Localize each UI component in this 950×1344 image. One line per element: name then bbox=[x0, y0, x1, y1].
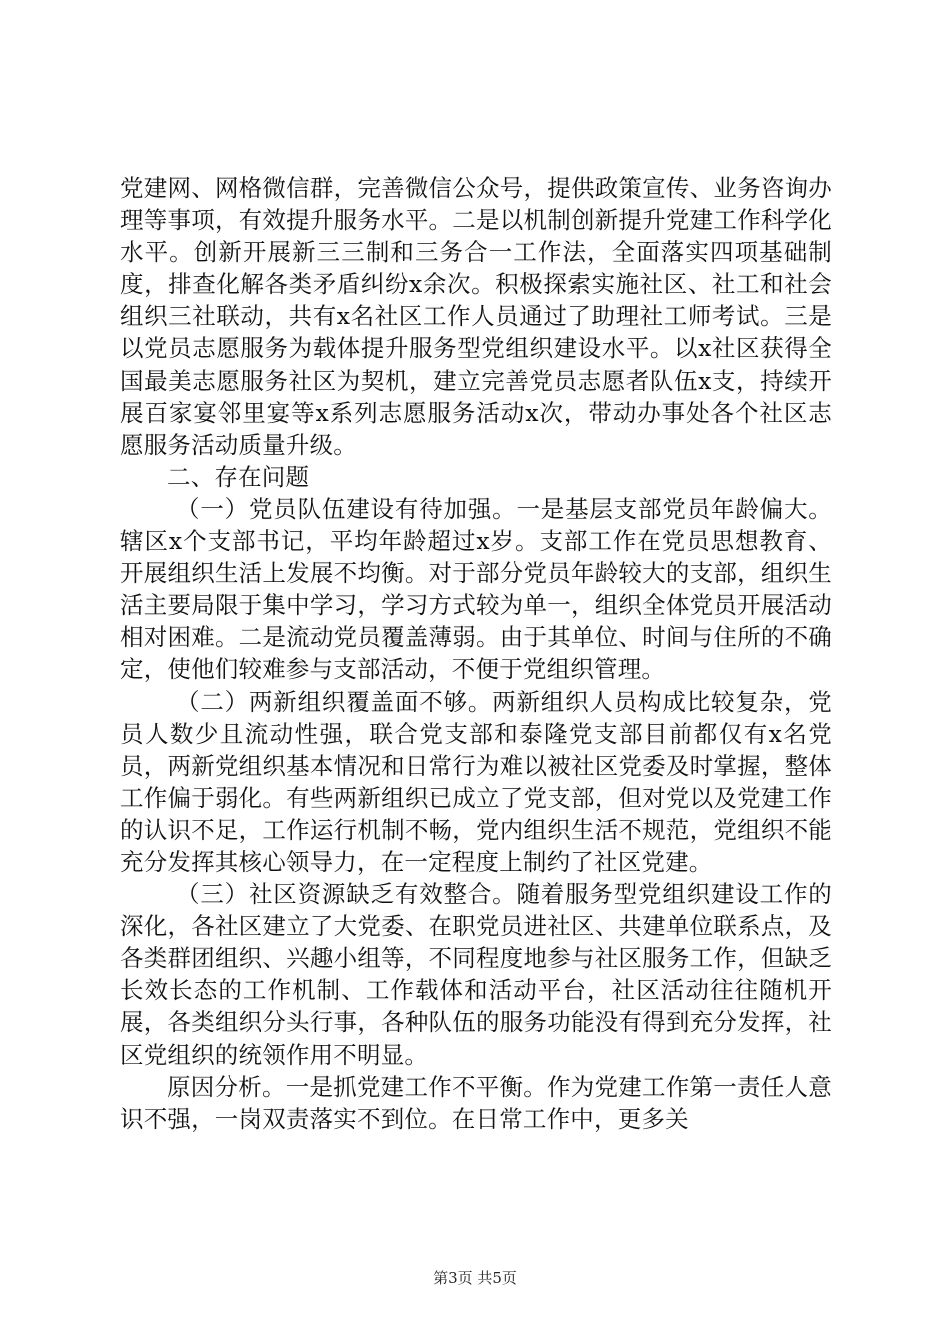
section-heading-problems: 二、存在问题 bbox=[167, 462, 310, 491]
paragraph-problem-2: （二）两新组织覆盖面不够。两新组织人员构成比较复杂，党员人数少且流动性强，联合党支部和泰隆党支部目前都仅有x名党员，两新党组织基本情况和日常行为难以被社区党委及时掌握，整体工作偏于弱化。有些两新组织已成立了党支部，但对党以及党建工作的认识不足，工作运行机制不畅，党内组织生活不规范，党组织不能充分发挥其核心领导力，在一定程度上制约了社区党建。 bbox=[120, 687, 832, 876]
paragraph-continued: 党建网、网格微信群，完善微信公众号，提供政策宣传、业务咨询办理等事项，有效提升服务水平。二是以机制创新提升党建工作科学化水平。创新开展新三三制和三务合一工作法，全面落实四项基础制度，排查化解各类矛盾纠纷x余次。积极探索实施社区、社工和社会组织三社联动，共有x名社区工作人员通过了助理社工师考试。三是以党员志愿服务为载体提升服务型党组织建设水平。以x社区获得全国最美志愿服务社区为契机，建立完善党员志愿者队伍x支，持续开展百家宴邻里宴等x系列志愿服务活动x次，带动办事处各个社区志愿服务活动质量升级。 bbox=[120, 174, 832, 459]
paragraph-problem-3: （三）社区资源缺乏有效整合。随着服务型党组织建设工作的深化，各社区建立了大党委、在职党员进社区、共建单位联系点，及各类群团组织、兴趣小组等，不同程度地参与社区服务工作，但缺乏长效长态的工作机制、工作载体和活动平台，社区活动往往随机开展，各类组织分头行事，各种队伍的服务功能没有得到充分发挥，社区党组织的统领作用不明显。 bbox=[120, 880, 832, 1069]
page-number-footer: 第3页 共5页 bbox=[433, 1269, 517, 1287]
paragraph-cause-analysis: 原因分析。一是抓党建工作不平衡。作为党建工作第一责任人意识不强，一岗双责落实不到位。在日常工作中，更多关 bbox=[120, 1072, 832, 1133]
document-body bbox=[120, 172, 832, 1135]
paragraph-problem-1: （一）党员队伍建设有待加强。一是基层支部党员年龄偏大。辖区x个支部书记，平均年龄超过x岁。支部工作在党员思想教育、开展组织生活上发展不均衡。对于部分党员年龄较大的支部，组织生活主要局限于集中学习，学习方式较为单一，组织全体党员开展活动相对困难。二是流动党员覆盖薄弱。由于其单位、时间与住所的不确定，使他们较难参与支部活动，不便于党组织管理。 bbox=[120, 494, 832, 684]
